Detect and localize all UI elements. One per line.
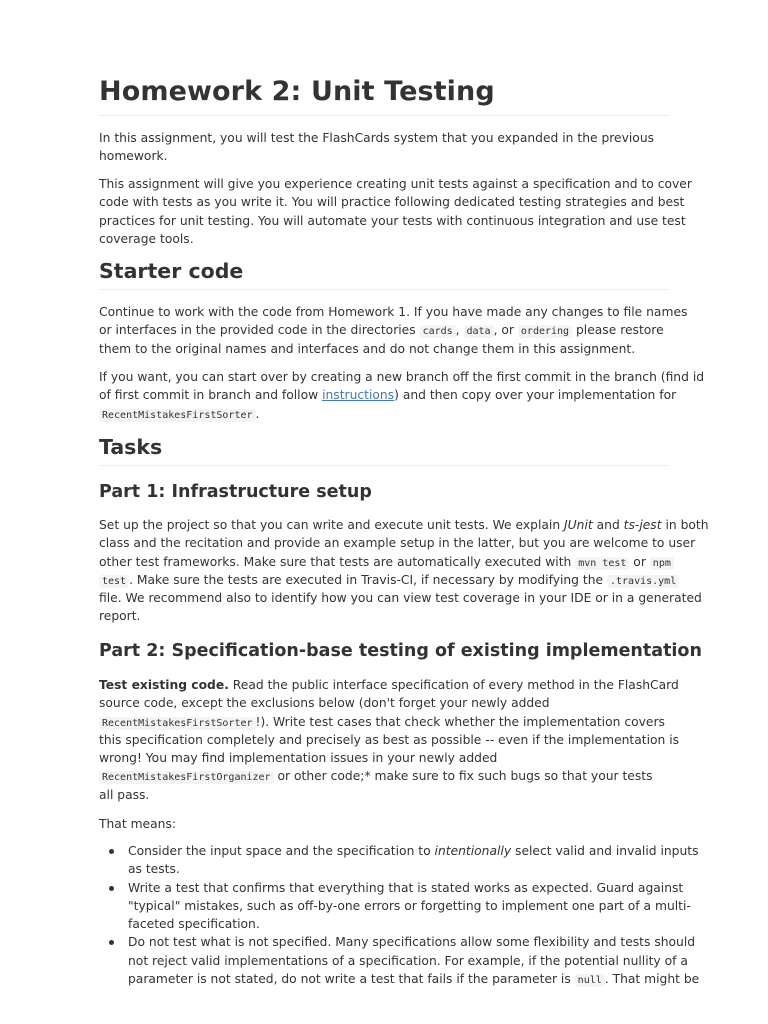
bullet-list [99, 842, 700, 988]
text-span: , or [493, 323, 518, 338]
text-line [99, 767, 671, 785]
starter-paragraph-2 [99, 368, 705, 423]
text-span: . Make sure the tests are executed in Travis-CI, if necessary by modifying the [129, 572, 607, 587]
text-span: . That might be [604, 972, 700, 987]
part2-paragraph [99, 676, 680, 804]
text-span: in both [661, 518, 709, 532]
text-span: of first commit in branch and follow [99, 388, 323, 403]
text-line [99, 676, 679, 694]
intro-paragraph-1 [99, 129, 671, 166]
text-span: !). Write test cases that check whether the implementation covers [255, 714, 665, 729]
text-line: In this assignment, you will test the FlashCards system that you expanded in the previous [99, 131, 655, 145]
text-line: coverage tools. [99, 231, 194, 246]
text-line [99, 571, 677, 589]
text-line [99, 516, 709, 534]
inline-code: .travis.yml [607, 575, 679, 588]
bullet-icon [109, 886, 114, 891]
text-span: or other code;* make sure to fix such bugs so that your tests [273, 769, 653, 784]
text-line [99, 713, 671, 731]
emphasis: JUnit [564, 518, 593, 532]
inline-code: test [99, 575, 129, 588]
text-line: Do not test what is not specified. Many specifications allow some flexibility and tests should [128, 935, 696, 950]
text-line: Continue to work with the code from Homework 1. If you have made any changes to file names [99, 305, 688, 319]
text-span: Read the public interface specification of every method in the FlashCard [228, 678, 679, 692]
inline-code: npm [650, 557, 674, 570]
text-span: ) and then copy over your implementation for [394, 388, 677, 403]
text-line: as tests. [128, 862, 180, 877]
section-heading-starter-code: Starter code [99, 257, 669, 290]
instructions-link[interactable]: instructions [322, 388, 395, 403]
text-line: practices for unit testing. You will automate your tests with continuous integration and use test [99, 213, 686, 228]
inline-code: data [464, 325, 494, 338]
inline-code: mvn test [575, 557, 629, 570]
text-span: . [255, 406, 260, 421]
text-span: Set up the project so that you can write and execute unit tests. We explain [99, 518, 565, 532]
text-span: select valid and invalid inputs [511, 844, 699, 858]
text-span: Consider the input space and the specification to [128, 844, 435, 858]
text-line: not reject valid implementations of a specification. For example, if the potential nullity of a [128, 953, 688, 968]
text-line: "typical" mistakes, such as off-by-one errors or forgetting to implement one part of a multi- [128, 898, 691, 913]
text-span: parameter is not stated, do not write a test that fails if the parameter is [128, 972, 575, 987]
text-line: If you want, you can start over by creating a new branch off the first commit in the branch (find id [99, 370, 705, 384]
text-line: This assignment will give you experience creating unit tests against a specification and to cover [99, 177, 692, 191]
text-line [128, 970, 700, 988]
text-line: class and the recitation and provide an example setup in the latter, but you are welcome to user [99, 536, 696, 551]
list-item [99, 933, 700, 988]
bullet-icon [109, 940, 114, 945]
text-span: , [455, 323, 464, 338]
starter-paragraph-1 [99, 303, 688, 358]
inline-code: RecentMistakesFirstSorter [99, 717, 256, 730]
text-span: and [592, 518, 624, 532]
inline-code: RecentMistakesFirstOrganizer [99, 771, 274, 784]
inline-code: null [575, 974, 605, 987]
text-line: wrong! You may find implementation issues in your newly added [99, 751, 498, 766]
strong-text: Test existing code. [99, 678, 229, 692]
text-line [128, 842, 699, 860]
text-line: homework. [99, 149, 168, 164]
inline-code: ordering [518, 325, 572, 338]
text-span: or interfaces in the provided code in the directories [99, 323, 420, 338]
text-line: this specification completely and precisely as best as possible -- even if the implementation is [99, 732, 680, 747]
text-span: please restore [572, 323, 664, 338]
that-means-paragraph [99, 815, 671, 833]
part1-paragraph [99, 516, 709, 626]
text-line: them to the original names and interfaces and do not change them in this assignment. [99, 341, 636, 356]
inline-code: cards [420, 325, 456, 338]
text-line: faceted specification. [128, 917, 260, 932]
subsection-heading-part-1: Part 1: Infrastructure setup [99, 482, 372, 502]
text-span: other test frameworks. Make sure that tests are automatically executed with [99, 554, 576, 569]
inline-code: RecentMistakesFirstSorter [99, 409, 256, 422]
text-line: That means: [99, 817, 176, 831]
intro-paragraph-2 [99, 175, 692, 248]
text-line: report. [99, 609, 141, 624]
page-title: Homework 2: Unit Testing [99, 72, 669, 116]
emphasis: ts-jest [623, 518, 662, 532]
bullet-icon [109, 849, 114, 854]
list-item [99, 879, 691, 934]
section-heading-tasks: Tasks [99, 433, 669, 466]
text-line: file. We recommend also to identify how you can view test coverage in your IDE or in a generated [99, 591, 702, 606]
text-line: source code, except the exclusions below (don't forget your newly added [99, 696, 550, 711]
subsection-heading-part-2: Part 2: Specification-base testing of existing implementation [99, 641, 702, 661]
text-span: or [629, 554, 650, 569]
text-line [99, 553, 671, 571]
text-line [99, 405, 671, 423]
emphasis: intentionally [434, 844, 512, 858]
text-line: code with tests as you write it. You will practice following dedicated testing strategies and best [99, 195, 685, 210]
text-line [99, 386, 677, 404]
text-line [99, 321, 671, 339]
list-item [99, 842, 699, 879]
text-line: Write a test that confirms that everything that is stated works as expected. Guard against [128, 880, 684, 895]
text-line: all pass. [99, 787, 150, 802]
